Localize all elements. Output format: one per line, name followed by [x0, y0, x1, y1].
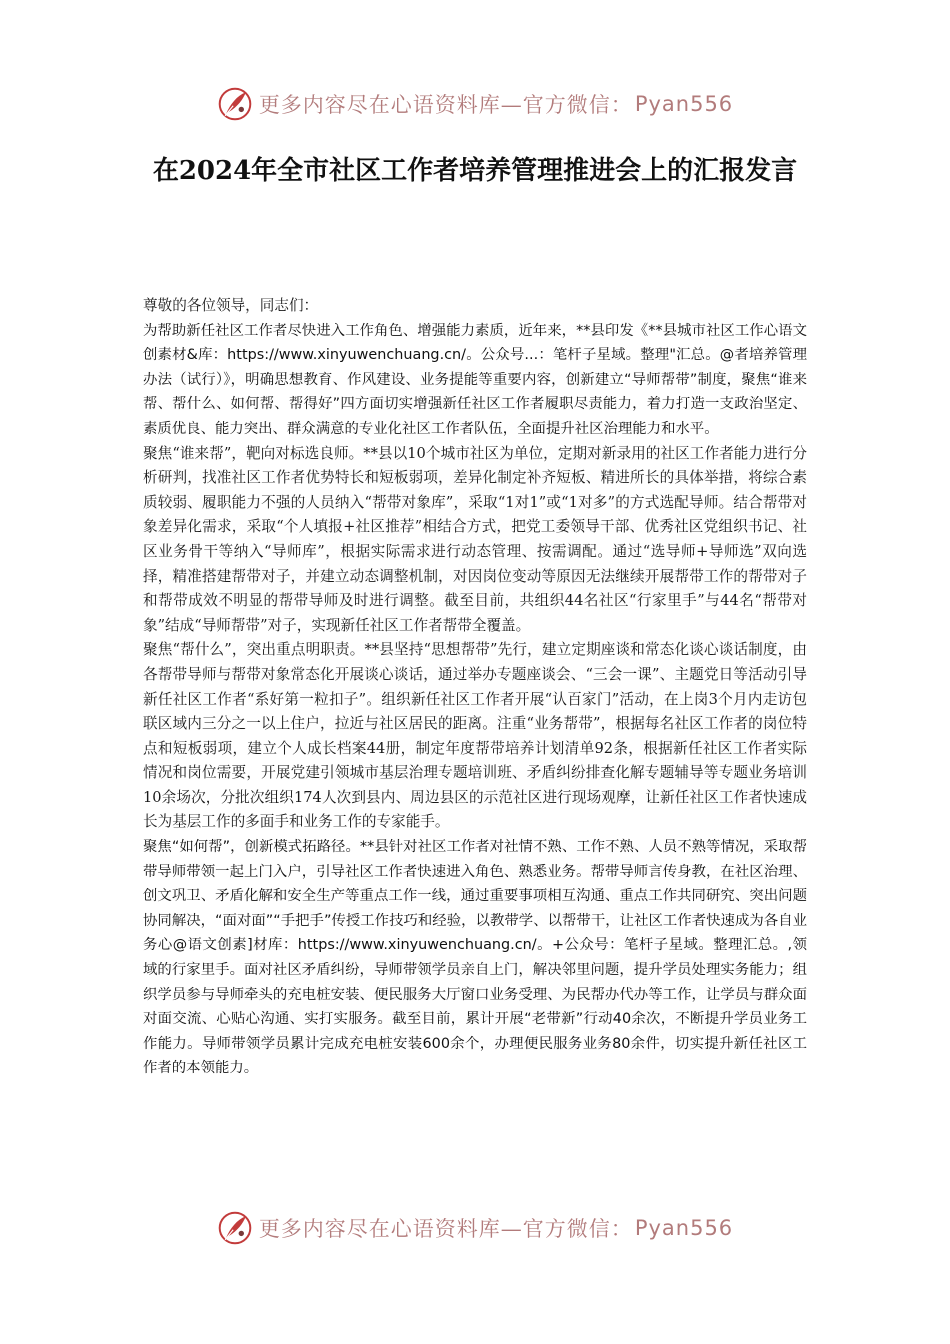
- paragraph-what-helps: 聚焦“帮什么”，突出重点明职责。**县坚持“思想帮带”先行，建立定期座谈和常态化谈心谈话制度，由各帮带导师与帮带对象常态化开展谈心谈话，通过举办专题座谈会、“三会一课”、主题党日等活动引导新任社区工作者“系好第一粒扣子”。组织新任社区工作者开展“认百家门”活动，在上岗3个月内走访包联区域内三分之一以上住户，拉近与社区居民的距离。注重“业务帮带”，根据每名社区工作者的岗位特点和短板弱项，建立个人成长档案44册，制定年度帮带培养计划清单92条，根据新任社区工作者实际情况和岗位需要，开展党建引领城市基层治理专题培训班、矛盾纠纷排查化解专题辅导等专题业务培训10余场次，分批次组织174人次到县内、周边县区的示范社区进行现场观摩，让新任社区工作者快速成长为基层工作的多面手和业务工作的专家能手。: [143, 641, 807, 831]
- paragraph-intro: 为帮助新任社区工作者尽快进入工作角色、增强能力素质，近年来，**县印发《**县城市社区工作心语文创素材&库：https://www.xinyuwenchuang.cn/。公众号...：笔杆子星域。整理"汇总。@者培养管理办法（试行）》，明确思想教育、作风建设、业务提能等重要内容，创新建立“导师帮带”制度，聚焦“谁来帮、帮什么、如何帮、帮得好”四方面切实增强新任社区工作者履职尽责能力，着力打造一支政治坚定、素质优良、能力突出、群众满意的专业化社区工作者队伍，全面提升社区治理能力和水平。: [143, 322, 807, 437]
- quill-logo-icon: [217, 86, 253, 122]
- greeting: 尊敬的各位领导，同志们：: [143, 297, 319, 314]
- watermark-text: 更多内容尽在心语资料库—官方微信：: [258, 93, 633, 117]
- document-title: 在2024年全市社区工作者培养管理推进会上的汇报发言: [152, 156, 798, 186]
- document-body: [143, 294, 807, 1081]
- watermark-text: 更多内容尽在心语资料库—官方微信：: [258, 1217, 633, 1241]
- paragraph-how-helps: 聚焦“如何帮”，创新模式拓路径。**县针对社区工作者对社情不熟、工作不熟、人员不熟等情况，采取帮带导师带领一起上门入户，引导社区工作者快速进入角色、熟悉业务。帮带导师言传身教，在社区治理、创文巩卫、矛盾化解和安全生产等重点工作一线，通过重要事项相互沟通、重点工作共同研究、突出问题协同解决，“面对面”“手把手”传授工作技巧和经验，以教带学、以帮带干，让社区工作者快速成为各自业务心@语文创素]材库：https://www.xinyuwenchuang.cn/。+公众号：笔杆子星域。整理汇总。,领域的行家里手。面对社区矛盾纠纷，导师带领学员亲自上门，解决邻里问题，提升学员处理实务能力；组织学员参与导师牵头的充电桩安装、便民服务大厅窗口业务受理、为民帮办代办等工作，让学员与群众面对面交流、心贴心沟通、实打实服务。截至目前，累计开展“老带新”行动40余次，不断提升学员业务工作能力。导师带领学员累计完成充电桩安装600余个，办理便民服务业务80余件，切实提升新任社区工作者的本领能力。: [143, 839, 807, 1077]
- footer-watermark: [0, 1206, 950, 1250]
- quill-logo-icon: [217, 1210, 253, 1246]
- paragraph-who-helps: 聚焦“谁来帮”，靶向对标选良师。**县以10个城市社区为单位，定期对新录用的社区工作者能力进行分析研判，找准社区工作者优势特长和短板弱项，差异化制定补齐短板、精进所长的具体举措，将综合素质较弱、履职能力不强的人员纳入“帮带对象库”，采取“1对1”或“1对多”的方式选配导师。结合帮带对象差异化需求，采取“个人填报+社区推荐”相结合方式，把党工委领导干部、优秀社区党组织书记、社区业务骨干等纳入“导师库”，根据实际需求进行动态管理、按需调配。通过“选导师+导师选”双向选择，精准搭建帮带对子，并建立动态调整机制，对因岗位变动等原因无法继续开展帮带工作的帮带对子和帮带成效不明显的帮带导师及时进行调整。截至目前，共组织44名社区“行家里手”与44名“帮带对象”结成“导师帮带”对子，实现新任社区工作者帮带全覆盖。: [143, 444, 807, 634]
- watermark-wechat-id: Pyan556: [634, 1216, 734, 1240]
- header-watermark: [0, 82, 950, 126]
- watermark-wechat-id: Pyan556: [634, 92, 734, 116]
